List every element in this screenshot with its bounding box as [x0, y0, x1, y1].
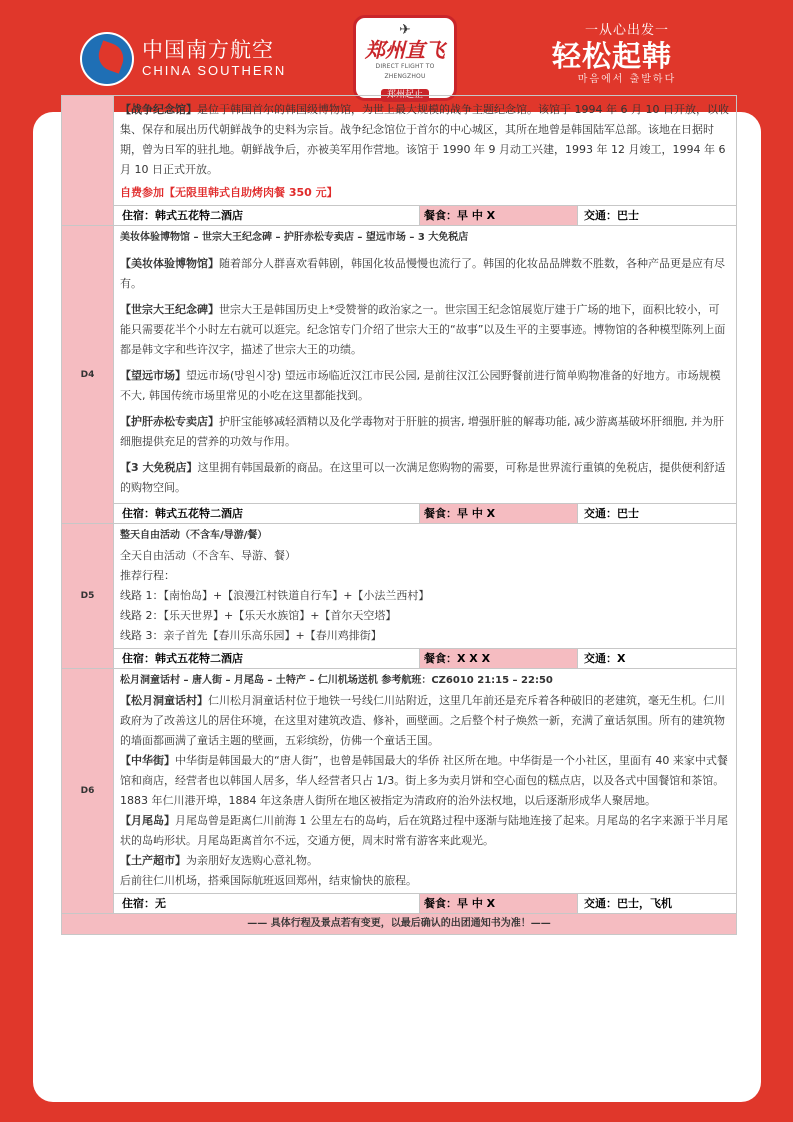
day4-route: 美妆体验博物馆 – 世宗大王纪念碑 – 护肝赤松专卖店 – 望远市场 – 3 大免税店	[120, 232, 469, 243]
day6-info-row	[62, 894, 737, 914]
day6-item: 【土产超市】为亲朋好友选购心意礼物。	[120, 854, 318, 867]
slogan-bottom: 마음에서 출발하다	[577, 74, 677, 85]
day5-line: 线路 3：亲子首先【春川乐高乐园】+【春川鸡排街】	[120, 629, 382, 642]
day4-item: 【望远市场】望远市场(망원시장) 望远市场临近汉江市民公园, 是前往汉江公园野餐前进行简单购物准备的好地方。市场规模不大, 韩国传统市场里常见的小吃在这里都能找到。	[120, 369, 721, 402]
slogan-top: 一从心出发一	[584, 23, 669, 38]
day6-content	[114, 669, 737, 894]
day5-content-row	[62, 524, 737, 649]
day4-item: 【世宗大王纪念碑】世宗大王是韩国历史上*受赞誉的政治家之一。世宗国王纪念馆展览厅建于广场的地下，面积比较小，可能只需要花半个小时左右就可以逛完。纪念馆专门介绍了世宗大王的“故事”以及生平的主要事迹。博物馆的各种模型陈列上面都是韩文字和些许汉字，描述了世宗大王的功绩。	[120, 303, 726, 356]
badge-title: 郑州直飞	[365, 38, 445, 62]
day6-label: D6	[62, 669, 114, 914]
day3-hotel: 住宿：韩式五花特二酒店	[114, 206, 420, 226]
day4-item: 【护肝赤松专卖店】护肝宝能够减轻酒精以及化学毒物对于肝脏的损害, 增强肝脏的解毒功能, 减少游离基破坏肝细胞, 并为肝细胞提供充足的营养的功效与作用。	[120, 415, 724, 448]
day6-meal: 餐食：早 中 X	[420, 894, 578, 914]
itinerary-sheet	[61, 95, 736, 935]
day5-line: 线路 2：【乐天世界】+【乐天水族馆】+【首尔天空塔】	[120, 609, 397, 622]
day5-transport: 交通：X	[578, 649, 737, 669]
slogan-main: 轻松起韩	[552, 39, 673, 73]
day5-meal: 餐食：X X X	[420, 649, 578, 669]
footer-note: —— 具体行程及景点若有变更，以最后确认的出团通知书为准！——	[62, 914, 737, 935]
day4-content-row	[62, 226, 737, 504]
day4-label: D4	[62, 226, 114, 524]
day3-selfpay-note: 自费参加【无限里韩式自助烤肉餐 350 元】	[120, 186, 338, 199]
day4-content	[114, 226, 737, 504]
day3-content	[114, 96, 737, 206]
day4-item: 【3 大免税店】这里拥有韩国最新的商品。在这里可以一次满足您购物的需要，可称是世界流行重镇的免税店，提供便利舒适的购物空间。	[120, 461, 726, 494]
badge-tag: 郑州起止	[381, 89, 429, 102]
day6-item: 【中华街】中华街是韩国最大的“唐人街”，也曾是韩国最大的华侨 社区所在地。中华街是一个小社区，里面有 40 来家中式餐馆和商店，经营者也以韩国人居多，华人经营者只占 1/3。街上多为卖月饼和空心面包的糕点店，以及各式中国餐馆和茶馆。1883 年仁川港开埠，1884 年这条唐人街所在地区被指定为清政府的治外法权地，以后逐渐形成华人聚居地。	[120, 754, 728, 807]
header	[0, 0, 793, 110]
airplane-icon: ✈	[399, 22, 411, 38]
day5-route: 整天自由活动（不含车/导游/餐）	[120, 530, 268, 541]
day3-war-memorial-text: 是位于韩国首尔的韩国级博物馆，为世上最大规模的战争主题纪念馆。该馆于 1994 年 6 月 10 日开放，以收集、保存和展出历代朝鲜战争的史料为宗旨。战争纪念馆位于首尔的中心城区，其所在地曾是韩国陆军总部。该地在日据时期，曾为日军的驻扎地。朝鲜战争后，亦被美军用作营地。该馆于 1990 年 9 月动工兴建，1993 年 12 月竣工，1994 年 6 月 10 日正式开放。	[120, 103, 729, 176]
day5-line: 推荐行程：	[120, 569, 175, 582]
day5-line: 全天自由活动（不含车、导游、餐）	[120, 549, 296, 562]
airline-logo	[82, 34, 286, 84]
day5-line: 线路 1：【南怡岛】+【浪漫江村铁道自行车】+【小法兰西村】	[120, 589, 430, 602]
day5-content	[114, 524, 737, 649]
direct-flight-badge	[353, 15, 457, 101]
day6-item: 【月尾岛】月尾岛曾是距离仁川前海 1 公里左右的岛屿，后在筑路过程中逐渐与陆地连接了起来。月尾岛的名字来源于半月尾状的岛屿形状。月尾岛距离首尔不远，交通方便，周末时常有游客来此观光。	[120, 814, 728, 847]
day3-war-memorial-title: 【战争纪念馆】	[120, 103, 197, 116]
day3-label-cell	[62, 96, 114, 226]
day6-hotel: 住宿：无	[114, 894, 420, 914]
airline-name-en: CHINA SOUTHERN	[142, 63, 287, 78]
day6-route: 松月洞童话村 – 唐人街 – 月尾岛 – 土特产 – 仁川机场送机 参考航班：CZ6010 21:15 – 22:50	[120, 675, 553, 686]
day6-content-row	[62, 669, 737, 894]
airline-name-cn: 中国南方航空	[142, 38, 274, 62]
day3-info-row	[62, 206, 737, 226]
kapok-logo-icon	[82, 34, 132, 84]
day3-meal: 餐食：早 中 X	[420, 206, 578, 226]
day4-transport: 交通：巴士	[578, 504, 737, 524]
day4-item: 【美妆体验博物馆】随着部分人群喜欢看韩剧，韩国化妆品慢慢也流行了。韩国的化妆品品牌数不胜数，各种产品更是应有尽有。	[120, 257, 725, 290]
badge-subtitle: DIRECT FLIGHT TO ZHENGZHOU	[375, 63, 435, 80]
footer-row	[62, 914, 737, 935]
day5-info-row	[62, 649, 737, 669]
day6-item: 【松月洞童话村】仁川松月洞童话村位于地铁一号线仁川站附近，这里几年前还是充斥着各种破旧的老建筑，毫无生机。仁川政府为了改善这儿的居住环境，在这里对建筑改造、修补，画壁画。之后整个村子焕然一新，充满了童话氛围。所有的建筑物的墙面都画满了童话主题的壁画，五彩缤纷，仿佛一个童话王国。	[120, 694, 725, 747]
day3-transport: 交通：巴士	[578, 206, 737, 226]
day6-closing: 后前往仁川机场，搭乘国际航班返回郑州，结束愉快的旅程。	[120, 874, 417, 887]
day4-hotel: 住宿：韩式五花特二酒店	[114, 504, 420, 524]
day6-transport: 交通：巴士，飞机	[578, 894, 737, 914]
slogan	[552, 22, 702, 87]
day5-label: D5	[62, 524, 114, 669]
day3-content-row	[62, 96, 737, 206]
day4-meal: 餐食：早 中 X	[420, 504, 578, 524]
itinerary-table	[61, 95, 737, 935]
day4-info-row	[62, 504, 737, 524]
day5-hotel: 住宿：韩式五花特二酒店	[114, 649, 420, 669]
